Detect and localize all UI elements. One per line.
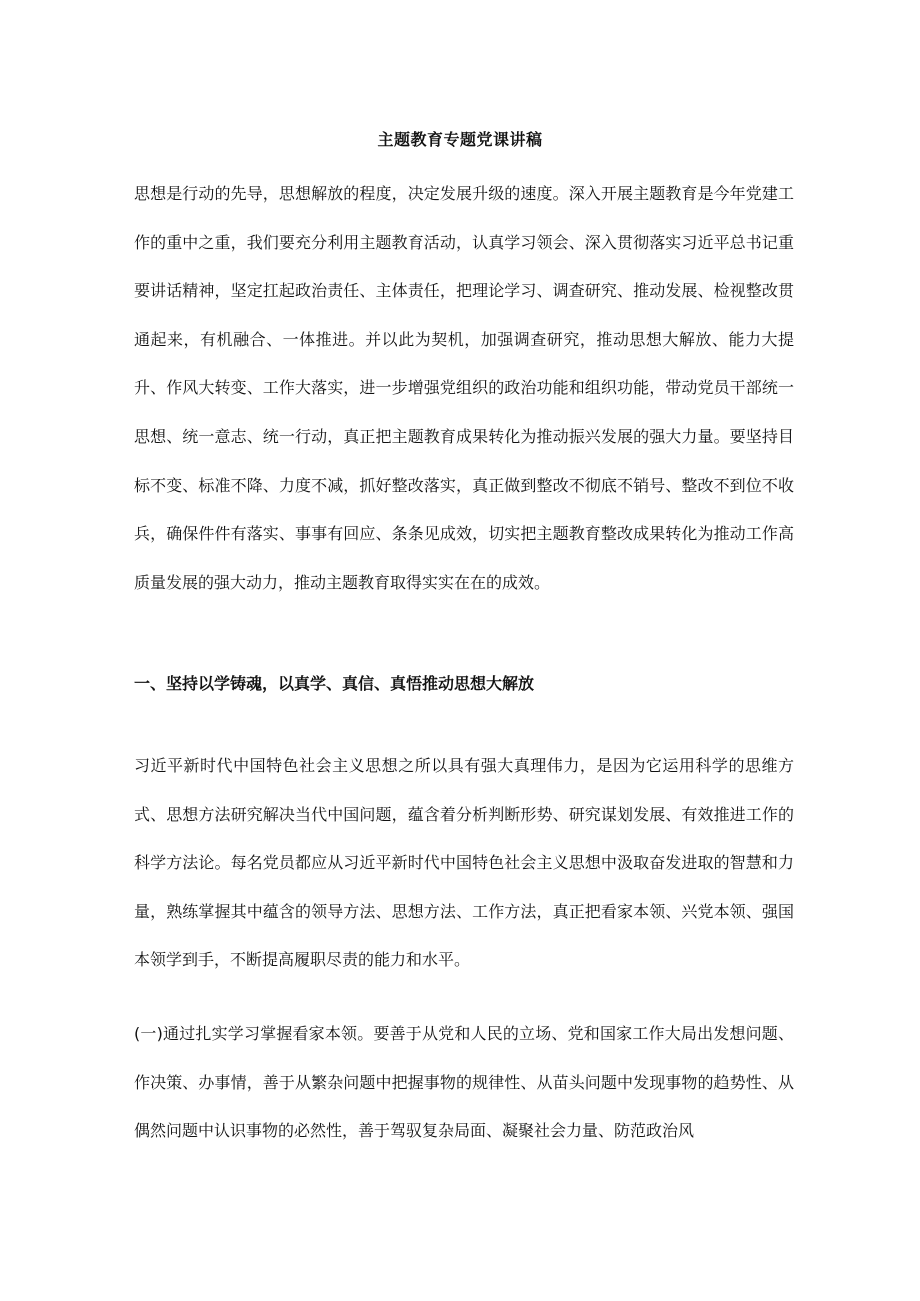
document-title: 主题教育专题党课讲稿 — [377, 130, 543, 149]
section-1-paragraph: 习近平新时代中国特色社会主义思想之所以具有强大真理伟力，是因为它运用科学的思维方式、思想方法研究解决当代中国问题，蕴含着分析判断形势、研究谋划发展、有效推进工作的科学方法论。每名党员都应从习近平新时代中国特色社会主义思想中汲取奋发进取的智慧和力量，熟练掌握其中蕴含的领导方法、思想方法、工作方法，真正把看家本领、兴党本领、强国本领学到手，不断提高履职尽责的能力和水平。 — [134, 756, 794, 970]
section-1-heading: 一、坚持以学铸魂，以真学、真信、真悟推动思想大解放 — [134, 674, 535, 693]
intro-paragraph: 思想是行动的先导，思想解放的程度，决定发展升级的速度。深入开展主题教育是今年党建工作的重中之重，我们要充分利用主题教育活动，认真学习领会、深入贯彻落实习近平总书记重要讲话精神，坚定扛起政治责任、主体责任，把理论学习、调查研究、推动发展、检视整改贯通起来，有机融合、一体推进。并以此为契机，加强调查研究，推动思想大解放、能力大提升、作风大转变、工作大落实，进一步增强党组织的政治功能和组织功能，带动党员干部统一思想、统一意志、统一行动，真正把主题教育成果转化为推动振兴发展的强大力量。要坚持目标不变、标准不降、力度不减，抓好整改落实，真正做到整改不彻底不销号、整改不到位不收兵，确保件件有落实、事事有回应、条条见成效，切实把主题教育整改成果转化为推动工作高质量发展的强大动力，推动主题教育取得实实在在的成效。 — [134, 184, 794, 592]
subsection-1-paragraph: (一)通过扎实学习掌握看家本领。要善于从党和人民的立场、党和国家工作大局出发想问题、作决策、办事情，善于从繁杂问题中把握事物的规律性、从苗头问题中发现事物的趋势性、从偶然问题中认识事物的必然性，善于驾驭复杂局面、凝聚社会力量、防范政治风 — [134, 1024, 794, 1141]
